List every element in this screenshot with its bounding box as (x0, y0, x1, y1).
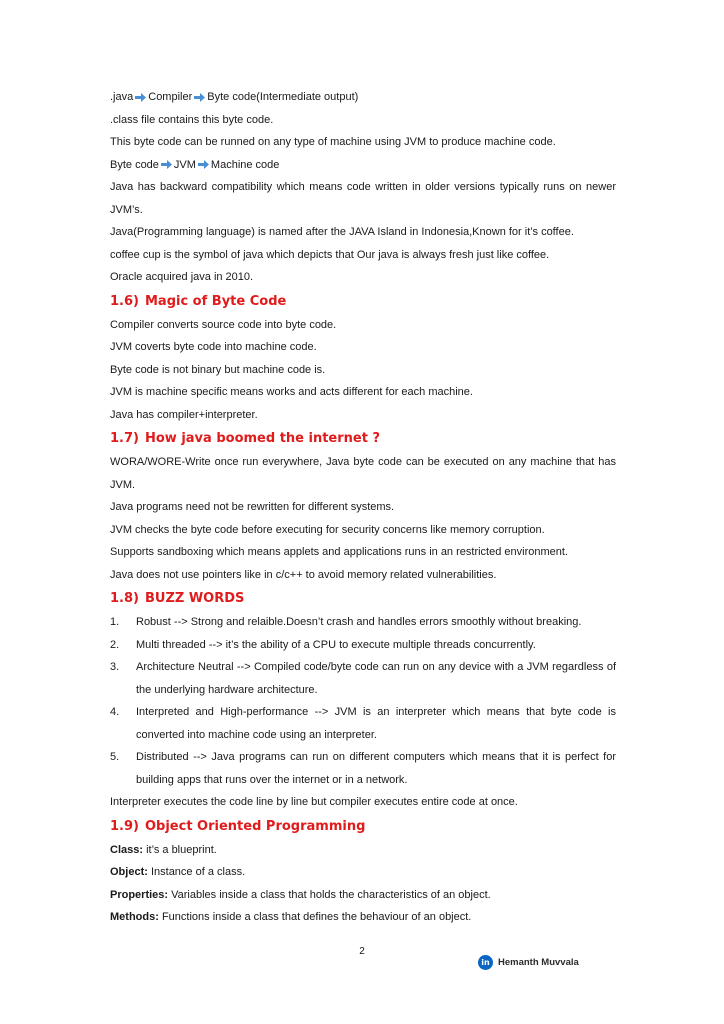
definition: Methods: Functions inside a class that defines the behaviour of an object. (110, 911, 472, 923)
section-line: Interpreter executes the code line by line but compiler executes entire code at once. (110, 796, 518, 808)
intro-line: Java has backward compatibility which means code written in older versions typically runs on newer JVM’s. (110, 181, 616, 216)
list-item: 5. Distributed --> Java programs can run on different computers which means that it is perfect for building apps that runs over the internet or in a network. (110, 751, 616, 786)
list-item: 1. Robust --> Strong and relaible.Doesn’t crash and handles errors smoothly without breaking. (110, 616, 582, 628)
flow-machine-code: Machine code (210, 158, 280, 171)
flow-java: .java (110, 91, 134, 103)
section-line: Java has compiler+interpreter. (110, 408, 258, 421)
author-badge (478, 955, 579, 970)
section-line: Supports sandboxing which means applets and applications runs in an restricted environment. (110, 546, 568, 558)
intro-line: Java(Programming language) is named after the JAVA Island in Indonesia,Known for it’s coffee. (110, 226, 574, 238)
compile-flow (110, 86, 616, 109)
definition: Class: it’s a blueprint. (110, 843, 217, 856)
section-heading: 1.9) Object Oriented Programming (110, 818, 366, 834)
section-line: JVM coverts byte code into machine code. (110, 341, 317, 353)
right-arrow-icon (135, 93, 146, 102)
section-line: Java does not use pointers like in c/c++ to avoid memory related vulnerabilities. (110, 568, 497, 581)
section-line: Compiler converts source code into byte code. (110, 318, 337, 331)
intro-line: This byte code can be runned on any type of machine using JVM to produce machine code. (110, 136, 556, 148)
intro-line: coffee cup is the symbol of java which depicts that Our java is always fresh just like coffee. (110, 248, 550, 261)
page-number: 2 (359, 946, 365, 957)
intro-line: Oracle acquired java in 2010. (110, 271, 254, 283)
flow-compiler: Compiler (148, 91, 193, 103)
section-line: WORA/WORE-Write once run everywhere, Java byte code can be executed on any machine that has JVM. (110, 456, 616, 491)
document-page (110, 86, 616, 929)
section-line: Java programs need not be rewritten for different systems. (110, 501, 395, 513)
right-arrow-icon (161, 160, 172, 169)
section-line: Byte code is not binary but machine code is. (110, 363, 326, 376)
right-arrow-icon (194, 93, 205, 102)
flow-jvm: JVM (173, 158, 196, 171)
flow-bytecode: Byte code(Intermediate output) (207, 91, 359, 103)
right-arrow-icon (198, 160, 209, 169)
list-item: 4. Interpreted and High-performance --> JVM is an interpreter which means that byte code is converted into machine code using an interpreter. (110, 706, 616, 741)
linkedin-icon: in (478, 955, 493, 970)
buzzwords-list (110, 611, 616, 791)
jvm-flow (110, 154, 616, 177)
section-line: JVM is machine specific means works and acts different for each machine. (110, 386, 473, 398)
section-line: JVM checks the byte code before executing for security concerns like memory corruption. (110, 523, 545, 536)
definition: Properties: Variables inside a class that holds the characteristics of an object. (110, 888, 491, 901)
list-item: 3. Architecture Neutral --> Compiled code/byte code can run on any device with a JVM regardless of the underlying hardware architecture. (110, 661, 616, 696)
definition: Object: Instance of a class. (110, 866, 246, 878)
intro-line: .class file contains this byte code. (110, 113, 274, 126)
flow-bytecode: Byte code (110, 158, 159, 171)
author-name: Hemanth Muvvala (498, 957, 579, 968)
section-heading: 1.8) BUZZ WORDS (110, 591, 245, 606)
section-heading: 1.7) How java boomed the internet ? (110, 431, 381, 446)
section-heading: 1.6) Magic of Byte Code (110, 293, 287, 309)
list-item: 2. Multi threaded --> it’s the ability of a CPU to execute multiple threads concurrently. (110, 638, 536, 651)
